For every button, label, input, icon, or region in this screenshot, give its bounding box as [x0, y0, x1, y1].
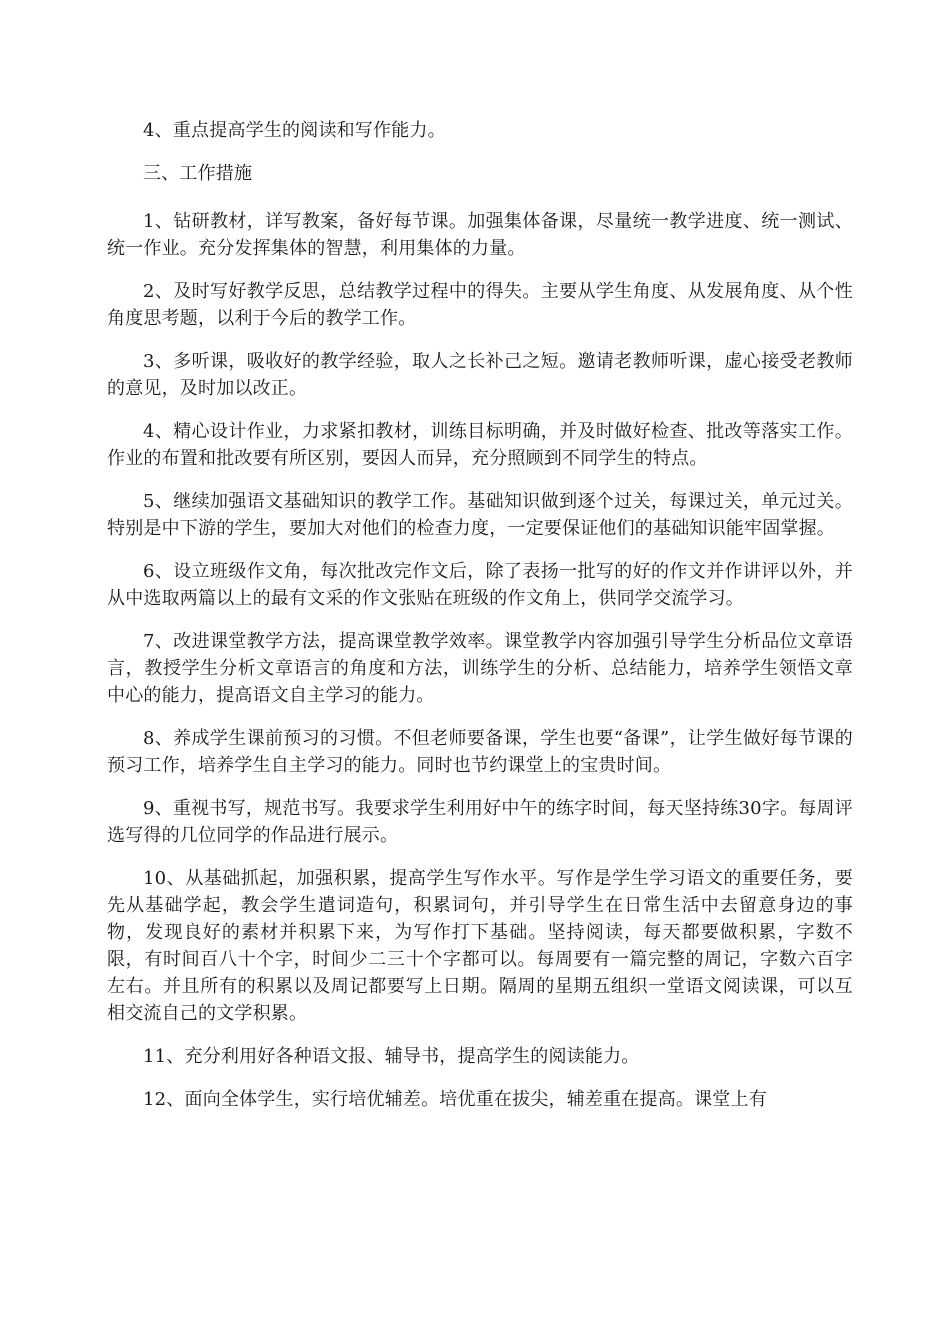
paragraph-measure-2: 2、及时写好教学反思，总结教学过程中的得失。主要从学生角度、从发展角度、从个性角度思考题，以利于今后的教学工作。 [107, 281, 853, 329]
paragraph-measure-8: 8、养成学生课前预习的习惯。不但老师要备课，学生也要“备课”，让学生做好每节课的预习工作，培养学生自主学习的能力。同时也节约课堂上的宝贵时间。 [107, 728, 853, 776]
paragraph-measure-7: 7、改进课堂教学方法，提高课堂教学效率。课堂教学内容加强引导学生分析品位文章语言，教授学生分析文章语言的角度和方法，训练学生的分析、总结能力，培养学生领悟文章中心的能力，提高语文自主学习的能力。 [107, 631, 853, 706]
paragraph-measure-6: 6、设立班级作文角，每次批改完作文后，除了表扬一批写的好的作文并作讲评以外，并从中选取两篇以上的最有文采的作文张贴在班级的作文角上，供同学交流学习。 [107, 561, 853, 609]
document-page [107, 117, 853, 1129]
section-heading-work-measures: 三、工作措施 [143, 163, 253, 184]
paragraph-measure-10: 10、从基础抓起，加强积累，提高学生写作水平。写作是学生学习语文的重要任务，要先从基础学起，教会学生遣词造句，积累词句，并引导学生在日常生活中去留意身边的事物，发现良好的素材并积累下来，为写作打下基础。坚持阅读，每天都要做积累，字数不限，有时间百八十个字，时间少二三十个字都可以。每周要有一篇完整的周记，字数六百字左右。并且所有的积累以及周记都要写上日期。隔周的星期五组织一堂语文阅读课，可以互相交流自己的文学积累。 [107, 868, 853, 1024]
paragraph-measure-12: 12、面向全体学生，实行培优辅差。培优重在拔尖，辅差重在提高。课堂上有 [143, 1089, 767, 1110]
paragraph-measure-1: 1、钻研教材，详写教案，备好每节课。加强集体备课，尽量统一教学进度、统一测试、统一作业。充分发挥集体的智慧，利用集体的力量。 [107, 211, 853, 259]
paragraph-measure-5: 5、继续加强语文基础知识的教学工作。基础知识做到逐个过关，每课过关，单元过关。特别是中下游的学生，要加大对他们的检查力度，一定要保证他们的基础知识能牢固掌握。 [107, 491, 853, 539]
paragraph-measure-4: 4、精心设计作业，力求紧扣教材，训练目标明确，并及时做好检查、批改等落实工作。作业的布置和批改要有所区别，要因人而异，充分照顾到不同学生的特点。 [107, 421, 853, 469]
paragraph-goal-4: 4、重点提高学生的阅读和写作能力。 [143, 120, 446, 141]
paragraph-measure-11: 11、充分利用好各种语文报、辅导书，提高学生的阅读能力。 [143, 1046, 640, 1067]
paragraph-measure-3: 3、多听课，吸收好的教学经验，取人之长补己之短。邀请老教师听课，虚心接受老教师的意见，及时加以改正。 [107, 351, 853, 399]
paragraph-measure-9: 9、重视书写，规范书写。我要求学生利用好中午的练字时间，每天坚持练30字。每周评选写得的几位同学的作品进行展示。 [107, 798, 853, 846]
